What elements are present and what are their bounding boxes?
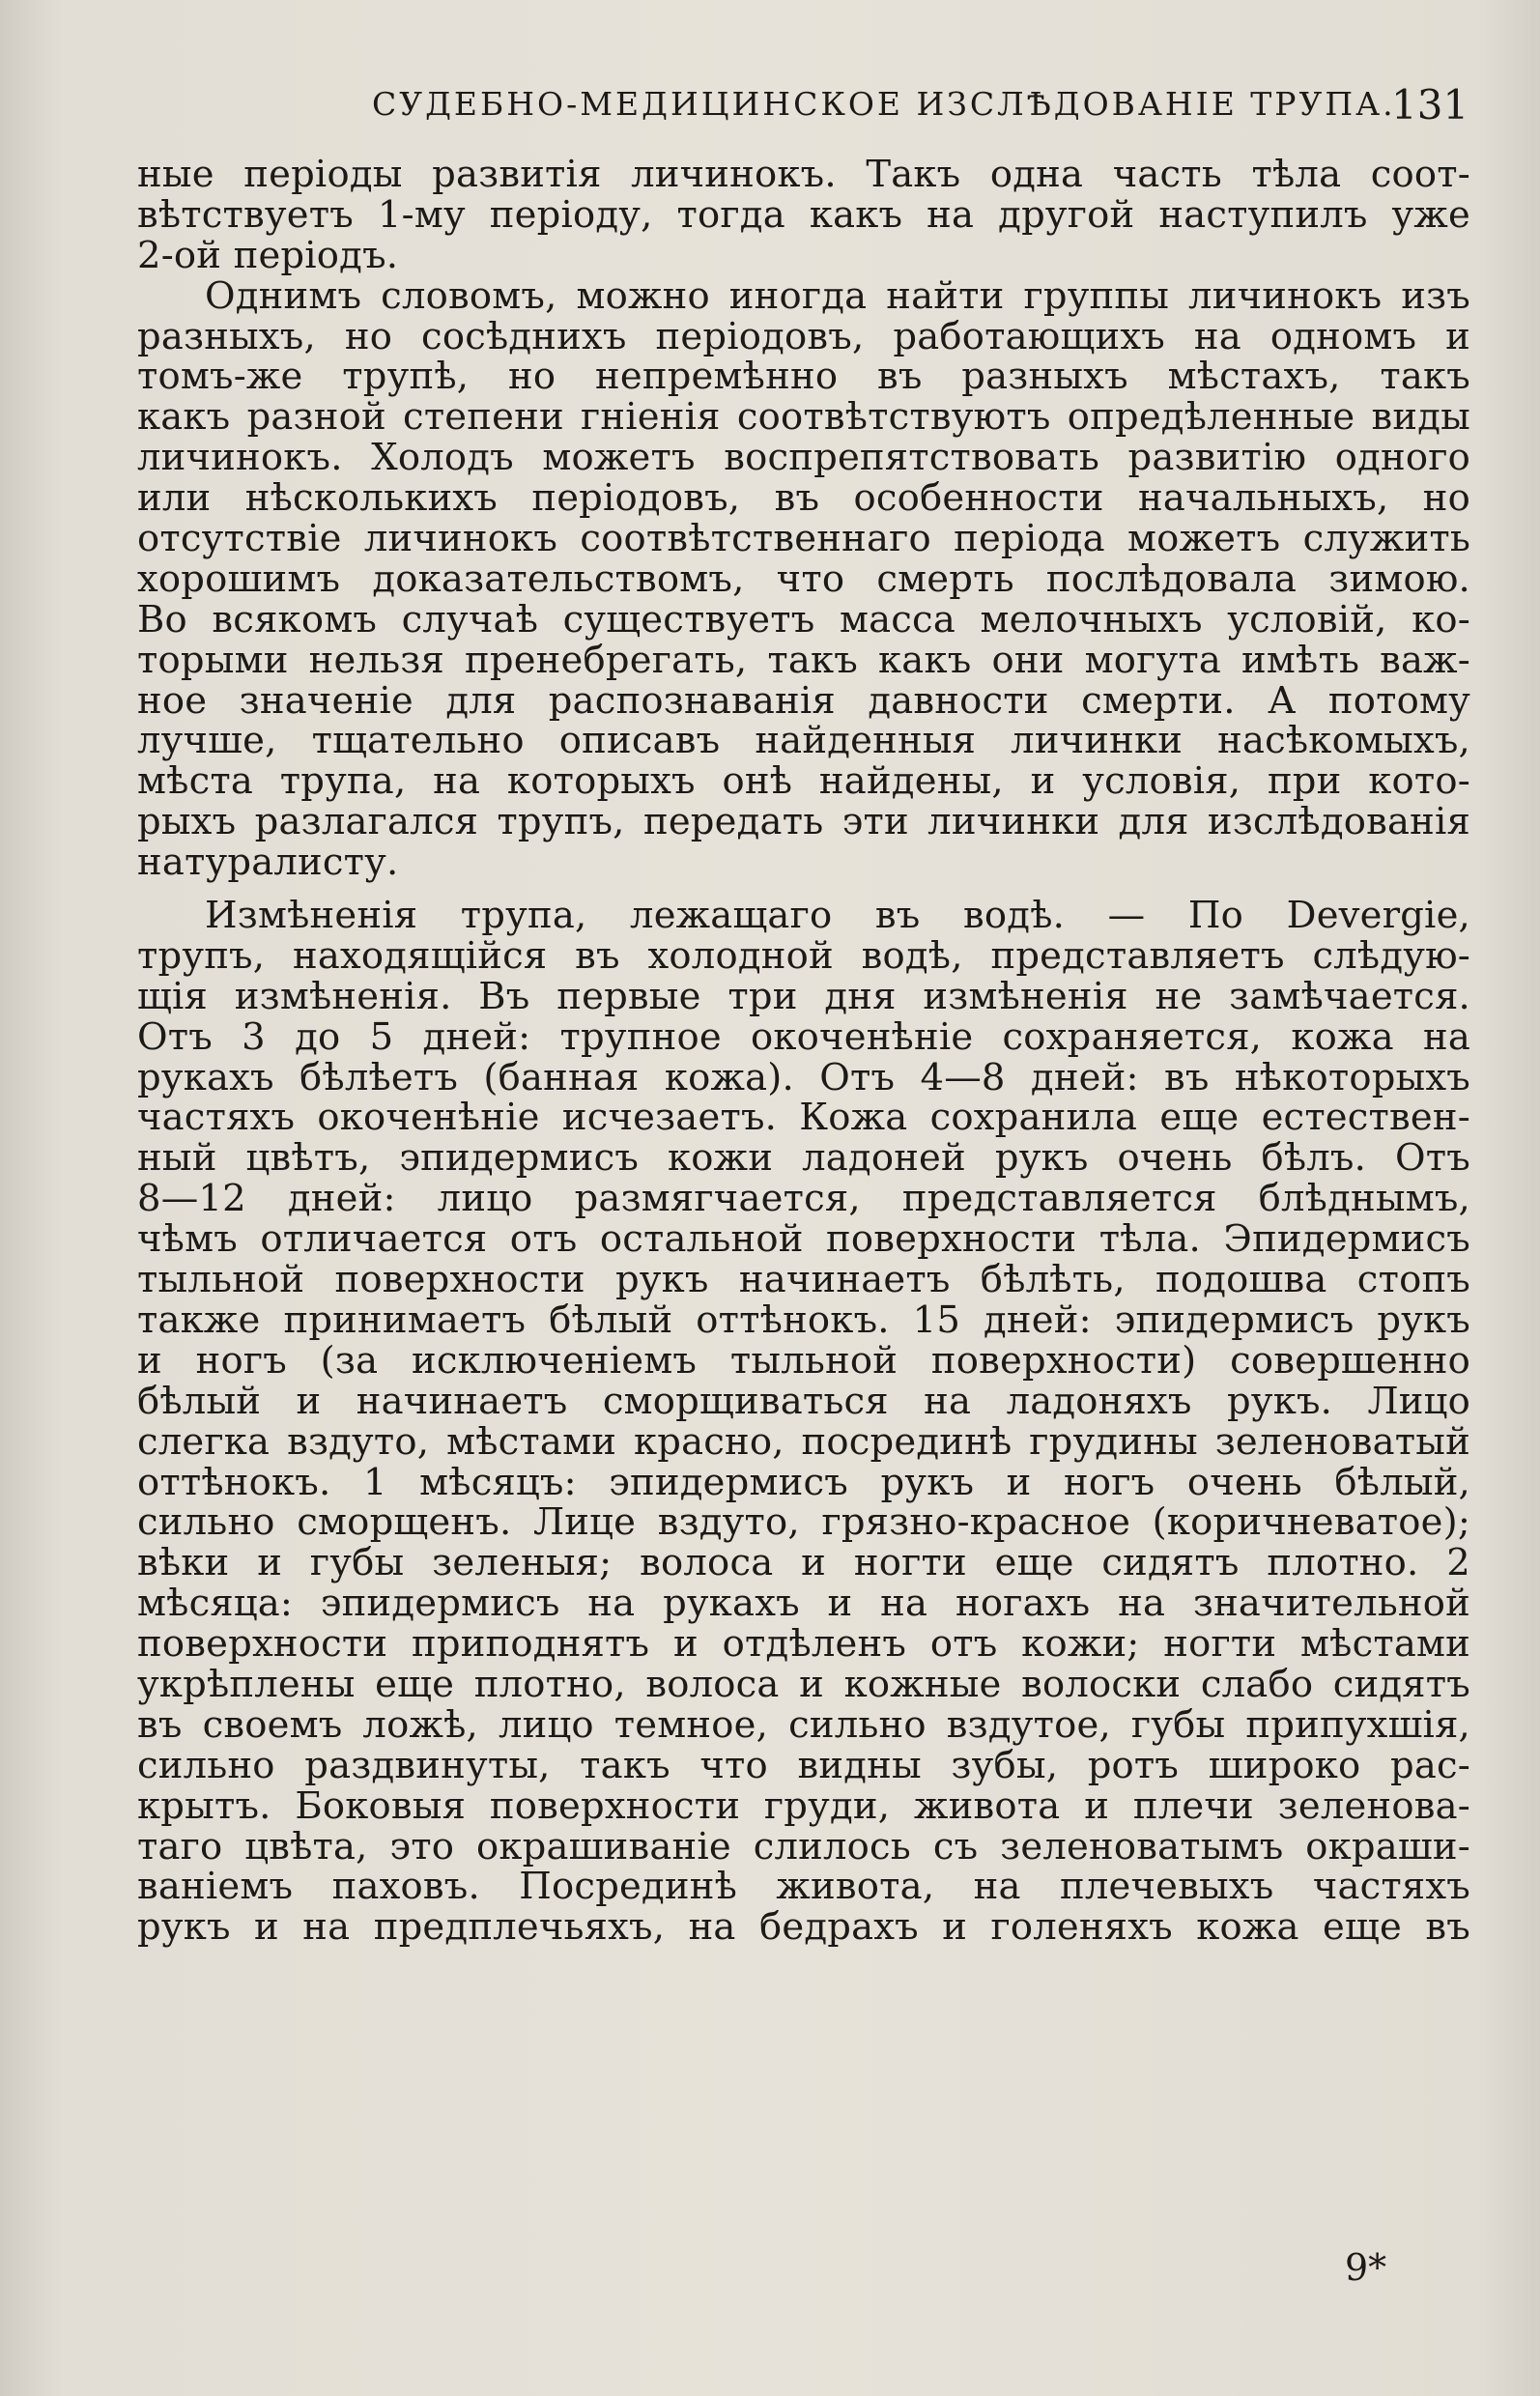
text-line: торыми нельзя пренебрегать, такъ какъ они могута имѣть важ- — [137, 638, 1470, 682]
text-line: поверхности приподнятъ и отдѣленъ отъ кожи; ногти мѣстами — [137, 1622, 1470, 1667]
signature-mark: 9* — [1345, 2246, 1387, 2289]
text-line: личинокъ. Холодъ можетъ воспрепятствовать развитію одного — [137, 436, 1470, 480]
text-line: мѣсяца: эпидермисъ на рукахъ и на ногахъ на значительной — [137, 1582, 1470, 1626]
text-line: рыхъ разлагался трупъ, передать эти личинки для изслѣдованія — [137, 800, 1470, 844]
text-line: въ своемъ ложѣ, лицо темное, сильно вздутое, губы припухшія, — [137, 1702, 1470, 1747]
text-line: сильно сморщенъ. Лице вздуто, грязно-красное (коричневатое); — [137, 1500, 1470, 1545]
text-line: ваніемъ паховъ. Посрединѣ живота, на плечевыхъ частяхъ — [137, 1865, 1470, 1909]
text-line: ное значеніе для распознаванія давности смерти. А потому — [137, 678, 1470, 723]
text-line: мѣста трупа, на которыхъ онѣ найдены, и условія, при кото- — [137, 759, 1470, 804]
text-line: рукъ и на предплечьяхъ, на бедрахъ и голеняхъ кожа еще въ — [137, 1905, 1470, 1950]
text-line: разныхъ, но сосѣднихъ періодовъ, работающихъ на одномъ и — [137, 314, 1470, 358]
text-line: вѣтствуетъ 1-му періоду, тогда какъ на другой наступилъ уже — [137, 192, 1470, 237]
text-line: оттѣнокъ. 1 мѣсяцъ: эпидермисъ рукъ и ногъ очень бѣлый, — [137, 1460, 1470, 1504]
text-line: томъ-же трупѣ, но непремѣнно въ разныхъ мѣстахъ, такъ — [137, 355, 1470, 399]
text-line: Во всякомъ случаѣ существуетъ масса мелочныхъ условій, ко- — [137, 597, 1470, 642]
text-line: крытъ. Боковыя поверхности груди, живота и плечи зеленова- — [137, 1783, 1470, 1828]
text-line: или нѣсколькихъ періодовъ, въ особенности начальныхъ, но — [137, 476, 1470, 521]
text-line: слегка вздуто, мѣстами красно, посрединѣ грудины зеленоватый — [137, 1419, 1470, 1464]
text-line: щія измѣненія. Въ первые три дня измѣненія не замѣчается. — [137, 974, 1470, 1018]
text-line: тыльной поверхности рукъ начинаетъ бѣлѣть, подошва стопъ — [137, 1258, 1470, 1302]
text-line: также принимаетъ бѣлый оттѣнокъ. 15 дней: эпидермисъ рукъ — [137, 1298, 1470, 1342]
body-text — [137, 155, 1470, 1948]
text-line: Отъ 3 до 5 дней: трупное окоченѣніе сохраняется, кожа на — [137, 1014, 1470, 1059]
text-line: ные періоды развитія личинокъ. Такъ одна часть тѣла соот- — [137, 153, 1470, 196]
text-line: какъ разной степени гніенія соотвѣтствуютъ опредѣленные виды — [137, 395, 1470, 440]
text-line: сильно раздвинуты, такъ что видны зубы, ротъ широко рас- — [137, 1743, 1470, 1787]
page-number: 131 — [1391, 81, 1469, 128]
text-line: частяхъ окоченѣніе исчезаетъ. Кожа сохранила еще естествен- — [137, 1096, 1470, 1140]
text-line: ный цвѣтъ, эпидермисъ кожи ладоней рукъ очень бѣлъ. Отъ — [137, 1136, 1470, 1181]
text-line: трупъ, находящійся въ холодной водѣ, представляетъ слѣдую- — [137, 933, 1470, 978]
text-line: рукахъ бѣлѣетъ (банная кожа). Отъ 4—8 дней: въ нѣкоторыхъ — [137, 1055, 1470, 1099]
text-line: 2-ой періодъ. — [137, 233, 399, 277]
text-line: таго цвѣта, это окрашиваніе слилось съ зеленоватымъ окраши- — [137, 1824, 1470, 1868]
text-line: 8—12 дней: лицо размягчается, представляется блѣднымъ, — [137, 1177, 1470, 1221]
text-line: натуралисту. — [137, 841, 399, 885]
text-line: вѣки и губы зеленыя; волоса и ногти еще сидятъ плотно. 2 — [137, 1541, 1470, 1585]
running-title: СУДЕБНО-МЕДИЦИНСКОЕ ИЗСЛѢДОВАНІЕ ТРУПА. — [372, 85, 1396, 123]
text-line: лучше, тщательно описавъ найденныя личинки насѣкомыхъ, — [137, 719, 1470, 763]
text-line: бѣлый и начинаетъ сморщиваться на ладоняхъ рукъ. Лицо — [137, 1379, 1470, 1423]
section-heading-line: Измѣненія трупа, лежащаго въ водѣ. — По Devergie, — [205, 894, 1470, 938]
paragraph-start-line: Однимъ словомъ, можно иногда найти группы личинокъ изъ — [205, 273, 1470, 318]
text-line: хорошимъ доказательствомъ, что смерть послѣдовала зимою. — [137, 556, 1470, 601]
text-line: чѣмъ отличается отъ остальной поверхности тѣла. Эпидермисъ — [137, 1217, 1470, 1262]
text-line: отсутствіе личинокъ соотвѣтственнаго періода можетъ служить — [137, 517, 1470, 561]
text-line: и ногъ (за исключеніемъ тыльной поверхности) совершенно — [137, 1338, 1470, 1383]
text-line: укрѣплены еще плотно, волоса и кожные волоски слабо сидятъ — [137, 1662, 1470, 1706]
